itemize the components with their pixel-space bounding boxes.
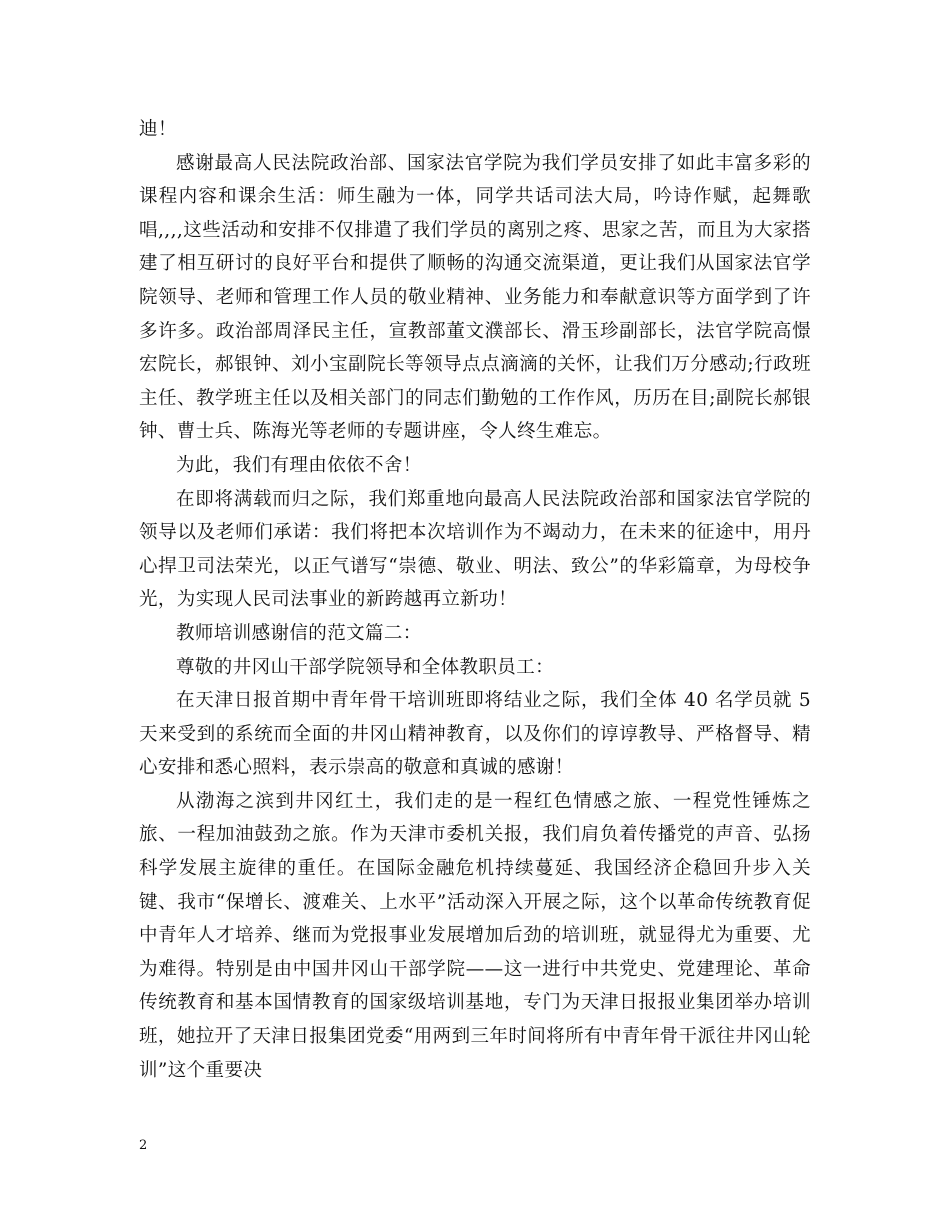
document-body xyxy=(139,113,811,1087)
paragraph: 感谢最高人民法院政治部、国家法官学院为我们学员安排了如此丰富多彩的课程内容和课余生活：师生融为一体，同学共话司法大局，吟诗作赋，起舞歌唱,,,,这些活动和安排不仅排遣了我们学员的离别之疼、思家之苦，而且为大家搭建了相互研讨的良好平台和提供了顺畅的沟通交流渠道，更让我们从国家法官学院领导、老师和管理工作人员的敬业精神、业务能力和奉献意识等方面学到了许多许多。政治部周泽民主任，宣教部董文濮部长、滑玉珍副部长，法官学院高憬宏院长，郝银钟、刘小宝副院长等领导点点滴滴的关怀，让我们万分感动;行政班主任、教学班主任以及相关部门的同志们勤勉的工作作风，历历在目;副院长郝银钟、曹士兵、陈海光等老师的专题讲座，令人终生难忘。 xyxy=(139,152,811,443)
paragraph: 从渤海之滨到井冈红土，我们走的是一程红色情感之旅、一程党性锤炼之旅、一程加油鼓劲之旅。作为天津市委机关报，我们肩负着传播党的声音、弘扬科学发展主旋律的重任。在国际金融危机持续蔓延、我国经济企稳回升步入关键、我市“保增长、渡难关、上水平”活动深入开展之际，这个以革命传统教育促中青年人才培养、继而为党报事业发展增加后劲的培训班，就显得尤为重要、尤为难得。特别是由中国井冈山干部学院——这一进行中共党史、党建理论、革命传统教育和基本国情教育的国家级培训基地，专门为天津日报报业集团举办培训班，她拉开了天津日报集团党委“用两到三年时间将所有中青年骨干派往井冈山轮训”这个重要决 xyxy=(139,790,811,1081)
page-number: 2 xyxy=(139,1138,148,1153)
paragraph: 为此，我们有理由依依不舍！ xyxy=(176,454,422,476)
paragraph: 在天津日报首期中青年骨干培训班即将结业之际，我们全体 40 名学员就 5 天来受到的系统而全面的井冈山精神教育，以及你们的谆谆教导、严格督导、精心安排和悉心照料，表示崇高的敬意和真诚的感谢！ xyxy=(139,690,811,779)
section-heading: 教师培训感谢信的范文篇二： xyxy=(176,622,422,644)
paragraph: 在即将满载而归之际，我们郑重地向最高人民法院政治部和国家法官学院的领导以及老师们承诺：我们将把本次培训作为不竭动力，在未来的征途中，用丹心捍卫司法荣光，以正气谱写“崇德、敬业、明法、致公”的华彩篇章，为母校争光，为实现人民司法事业的新跨越再立新功！ xyxy=(139,488,811,611)
letter-salutation: 尊敬的井冈山干部学院领导和全体教职员工： xyxy=(176,656,555,678)
paragraph: 迪！ xyxy=(139,119,177,140)
